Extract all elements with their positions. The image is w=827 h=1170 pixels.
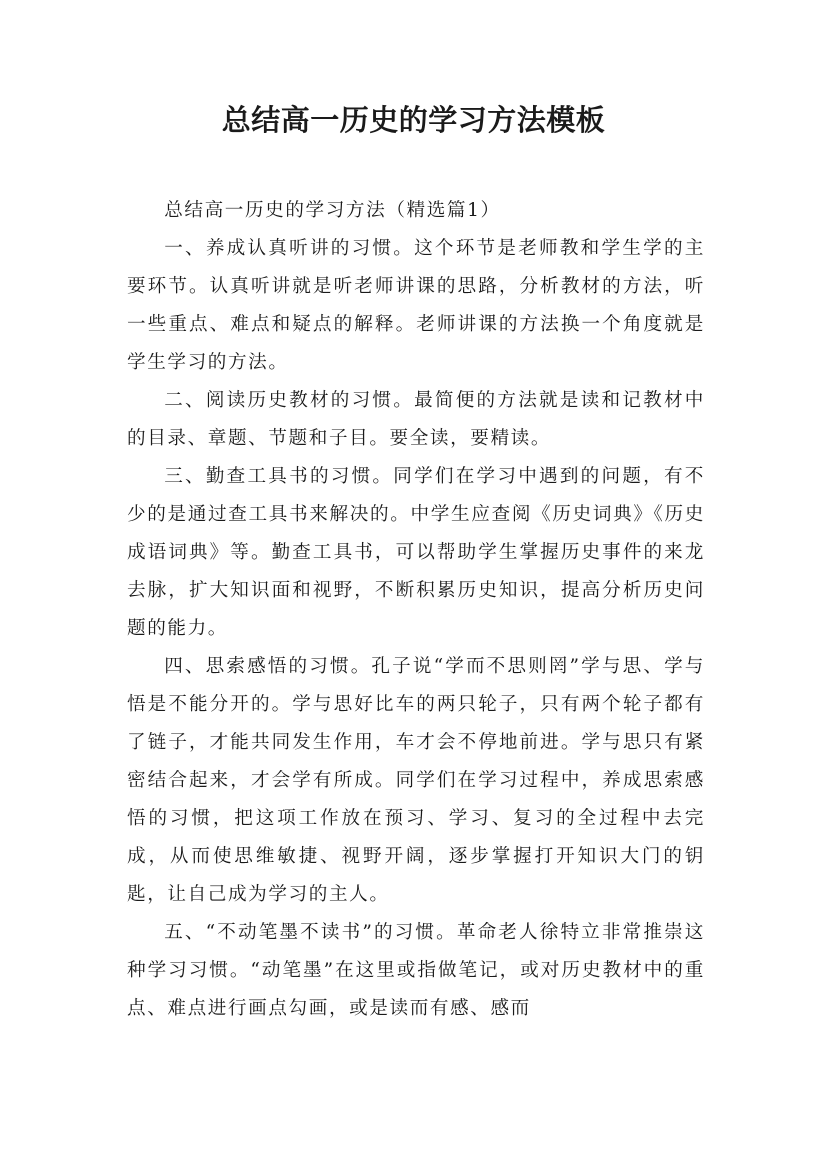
section-heading: 总结高一历史的学习方法（精选篇1） [164,200,501,221]
paragraph-1: 一、养成认真听讲的习惯。这个环节是老师教和学生学的主要环节。认真听讲就是听老师讲课的思路，分析教材的方法，听一些重点、难点和疑点的解释。老师讲课的方法换一个角度就是学生学习的方法。 [127,238,705,373]
paragraph-2: 二、阅读历史教材的习惯。最简便的方法就是读和记教材中的目录、章题、节题和子目。要全读，要精读。 [127,390,705,449]
document-title: 总结高一历史的学习方法模板 [221,103,606,137]
document-body [127,192,705,1028]
paragraph-4: 四、思索感悟的习惯。孔子说“学而不思则罔”学与思、学与悟是不能分开的。学与思好比车的两只轮子，只有两个轮子都有了链子，才能共同发生作用，车才会不停地前进。学与思只有紧密结合起来，才会学有所成。同学们在学习过程中，养成思索感悟的习惯，把这项工作放在预习、学习、复习的全过程中去完成，从而使思维敏捷、视野开阔，逐步掌握打开知识大门的钥匙，让自己成为学习的主人。 [127,656,705,905]
paragraph-5: 五、“不动笔墨不读书”的习惯。革命老人徐特立非常推崇这种学习习惯。“动笔墨”在这里或指做笔记，或对历史教材中的重点、难点进行画点勾画，或是读而有感、感而 [127,922,705,1019]
paragraph-3: 三、勤查工具书的习惯。同学们在学习中遇到的问题，有不少的是通过查工具书来解决的。中学生应查阅《历史词典》《历史成语词典》等。勤查工具书，可以帮助学生掌握历史事件的来龙去脉，扩大知识面和视野，不断积累历史知识，提高分析历史问题的能力。 [127,466,705,639]
